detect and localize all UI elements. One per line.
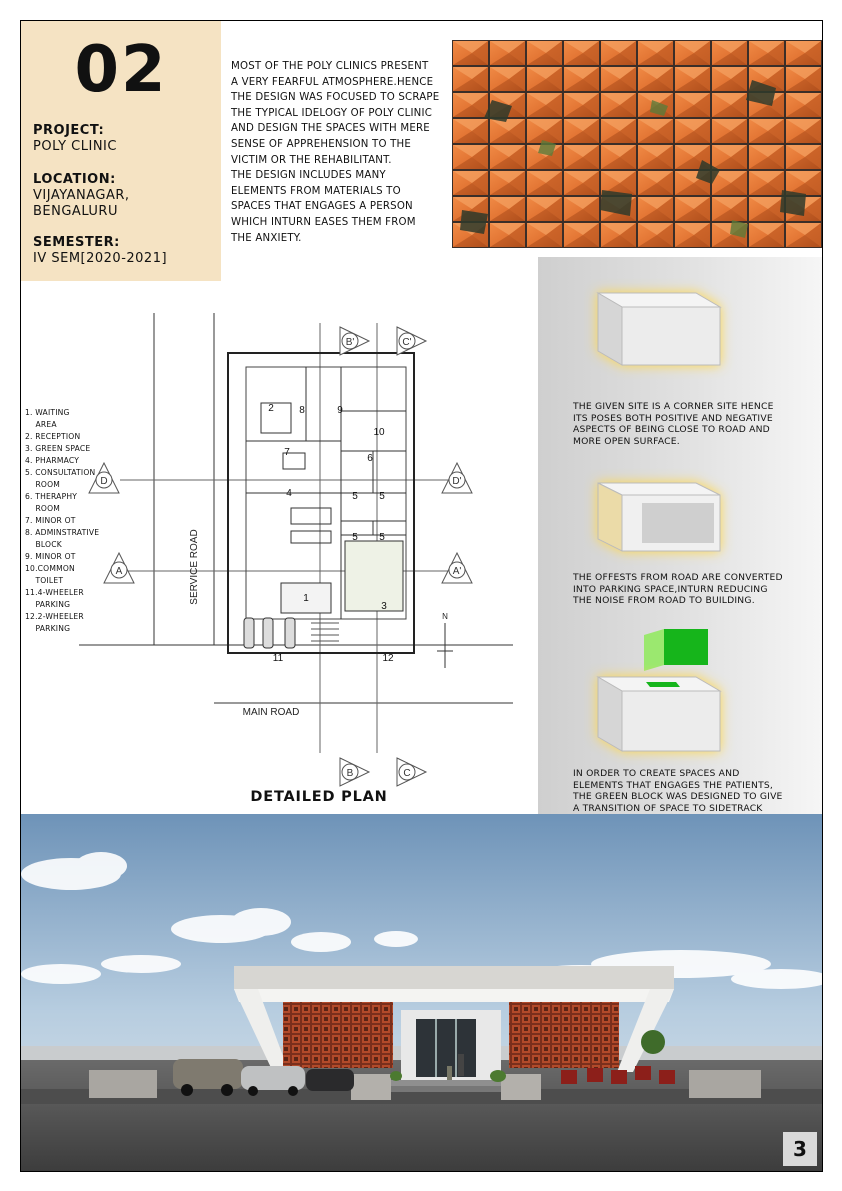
room-legend [25, 407, 115, 635]
concept-line: THE GREEN BLOCK WAS DESIGNED TO GIVE [573, 791, 783, 803]
concept-line: MORE OPEN SURFACE. [573, 435, 680, 447]
section-label-a-left: A [115, 566, 123, 577]
section-label-c-bottom: C [403, 768, 411, 779]
concept-diagrams [538, 257, 823, 829]
legend-item: 8. ADMINSTRATIVE [25, 528, 100, 537]
service-road-label: SERVICE ROAD [189, 529, 200, 605]
legend-item: 5. CONSULTATION [25, 468, 96, 477]
design-description [231, 59, 446, 246]
building-render [21, 814, 823, 1172]
description-line: ELEMENTS FROM MATERIALS TO [231, 185, 401, 197]
jaali-pattern [452, 40, 822, 248]
location-line-1: VIJAYANAGAR, [33, 188, 130, 203]
legend-item: AREA [25, 420, 57, 429]
room-number-6: 6 [367, 453, 373, 464]
room-number-5d: 5 [379, 532, 385, 543]
section-label-d-right: D' [452, 476, 462, 487]
description-line: THE ANXIETY. [231, 232, 302, 244]
room-number-2: 2 [268, 403, 274, 414]
room-number-8: 8 [299, 405, 305, 416]
legend-item: PARKING [25, 600, 71, 609]
concept-line: A TRANSITION OF SPACE TO SIDETRACK [573, 802, 763, 814]
concept-line: INTO PARKING SPACE,INTURN REDUCING [573, 583, 768, 595]
room-number-12: 12 [382, 653, 394, 664]
description-line: SENSE OF APPREHENSION TO THE [231, 138, 412, 150]
location-line-2: BENGALURU [33, 204, 118, 219]
project-label: PROJECT: [33, 123, 105, 138]
section-label-b-bottom: B [346, 768, 354, 779]
description-line: MOST OF THE POLY CLINICS PRESENT [231, 61, 429, 72]
legend-item: 11.4-WHEELER [25, 588, 84, 597]
room-number-11: 11 [272, 653, 284, 664]
semester-field [33, 235, 167, 267]
concept-line: ASPECTS OF BEING CLOSE TO ROAD AND [573, 424, 770, 436]
legend-item: 3. GREEN SPACE [25, 444, 91, 453]
room-number-5c: 5 [352, 532, 358, 543]
description-line: AND DESIGN THE SPACES WITH MERE [231, 123, 430, 135]
legend-item: 12.2-WHEELER [25, 612, 84, 621]
legend-item: 1. WAITING [25, 408, 70, 417]
project-field [33, 123, 117, 155]
concept-line: IN ORDER TO CREATE SPACES AND [573, 768, 740, 779]
legend-item: 2. RECEPTION [25, 432, 81, 441]
room-number-4: 4 [286, 488, 292, 499]
legend-item: 6. THERAPHY [25, 492, 78, 501]
project-value: POLY CLINIC [33, 139, 117, 154]
description-line: WHICH INTURN EASES THEM FROM [231, 216, 416, 228]
concept-text-site [573, 401, 813, 447]
section-marker-b-top [340, 327, 369, 355]
room-number-7: 7 [284, 447, 290, 458]
concept-line: ELEMENTS THAT ENGAGES THE PATIENTS, [573, 779, 774, 791]
location-field [33, 172, 130, 220]
section-label-b-top: B' [345, 337, 355, 348]
concept-line: THE GIVEN SITE IS A CORNER SITE HENCE [573, 401, 774, 412]
offset-block-diagram [598, 483, 720, 551]
description-line: VICTIM OR THE REHABILITANT. [231, 154, 392, 166]
terracotta-jaali-photo [452, 40, 822, 248]
legend-item: TOILET [25, 576, 64, 585]
page-number: 3 [783, 1132, 817, 1166]
room-number-5b: 5 [379, 491, 385, 502]
room-number-3: 3 [381, 601, 387, 612]
green-transition-block-diagram [598, 677, 720, 751]
project-info-panel [21, 21, 221, 281]
semester-value: IV SEM[2020-2021] [33, 251, 168, 266]
legend-item: 9. MINOR OT [25, 552, 76, 561]
page-frame [20, 20, 823, 1172]
description-line: THE DESIGN INCLUDES MANY [231, 170, 386, 182]
section-marker-c-bottom [397, 758, 426, 786]
front-elevation-render [21, 814, 823, 1172]
section-label-a-right: A' [452, 566, 462, 577]
concept-line: THE OFFESTS FROM ROAD ARE CONVERTED [573, 572, 783, 583]
north-label: N [442, 612, 448, 621]
legend-item: ROOM [25, 480, 61, 489]
location-label: LOCATION: [33, 172, 116, 187]
site-block-diagram [598, 293, 720, 365]
main-road-label: MAIN ROAD [242, 707, 300, 718]
room-number-10: 10 [373, 427, 385, 438]
description-line: THE TYPICAL IDELOGY OF POLY CLINIC [231, 107, 433, 119]
description-line: A VERY FEARFUL ATMOSPHERE.HENCE [231, 76, 434, 88]
section-label-d-left: D [100, 476, 108, 487]
section-label-c-top: C' [402, 337, 412, 348]
legend-item: PARKING [25, 624, 71, 633]
legend-item: BLOCK [25, 540, 62, 549]
room-number-1: 1 [303, 593, 309, 604]
sheet-number: 02 [74, 33, 168, 107]
description-line: SPACES THAT ENGAGES A PERSON [231, 201, 413, 213]
legend-item: 10.COMMON [25, 564, 75, 573]
concept-line: ITS POSES BOTH POSITIVE AND NEGATIVE [573, 412, 773, 424]
legend-item: 4. PHARMACY [25, 456, 80, 465]
concept-text-offsets [573, 572, 813, 607]
room-number-9: 9 [337, 405, 343, 416]
concept-panel [538, 257, 823, 829]
legend-item: 7. MINOR OT [25, 516, 76, 525]
room-number-5a: 5 [352, 491, 358, 502]
green-block-diagram [644, 629, 708, 671]
concept-line: THE NOISE FROM ROAD TO BUILDING. [573, 595, 755, 607]
legend-item: ROOM [25, 504, 61, 513]
plan-title: DETAILED PLAN [250, 789, 388, 805]
section-marker-b-bottom [340, 758, 369, 786]
description-line: THE DESIGN WAS FOCUSED TO SCRAPE [231, 92, 440, 104]
semester-label: SEMESTER: [33, 235, 120, 250]
